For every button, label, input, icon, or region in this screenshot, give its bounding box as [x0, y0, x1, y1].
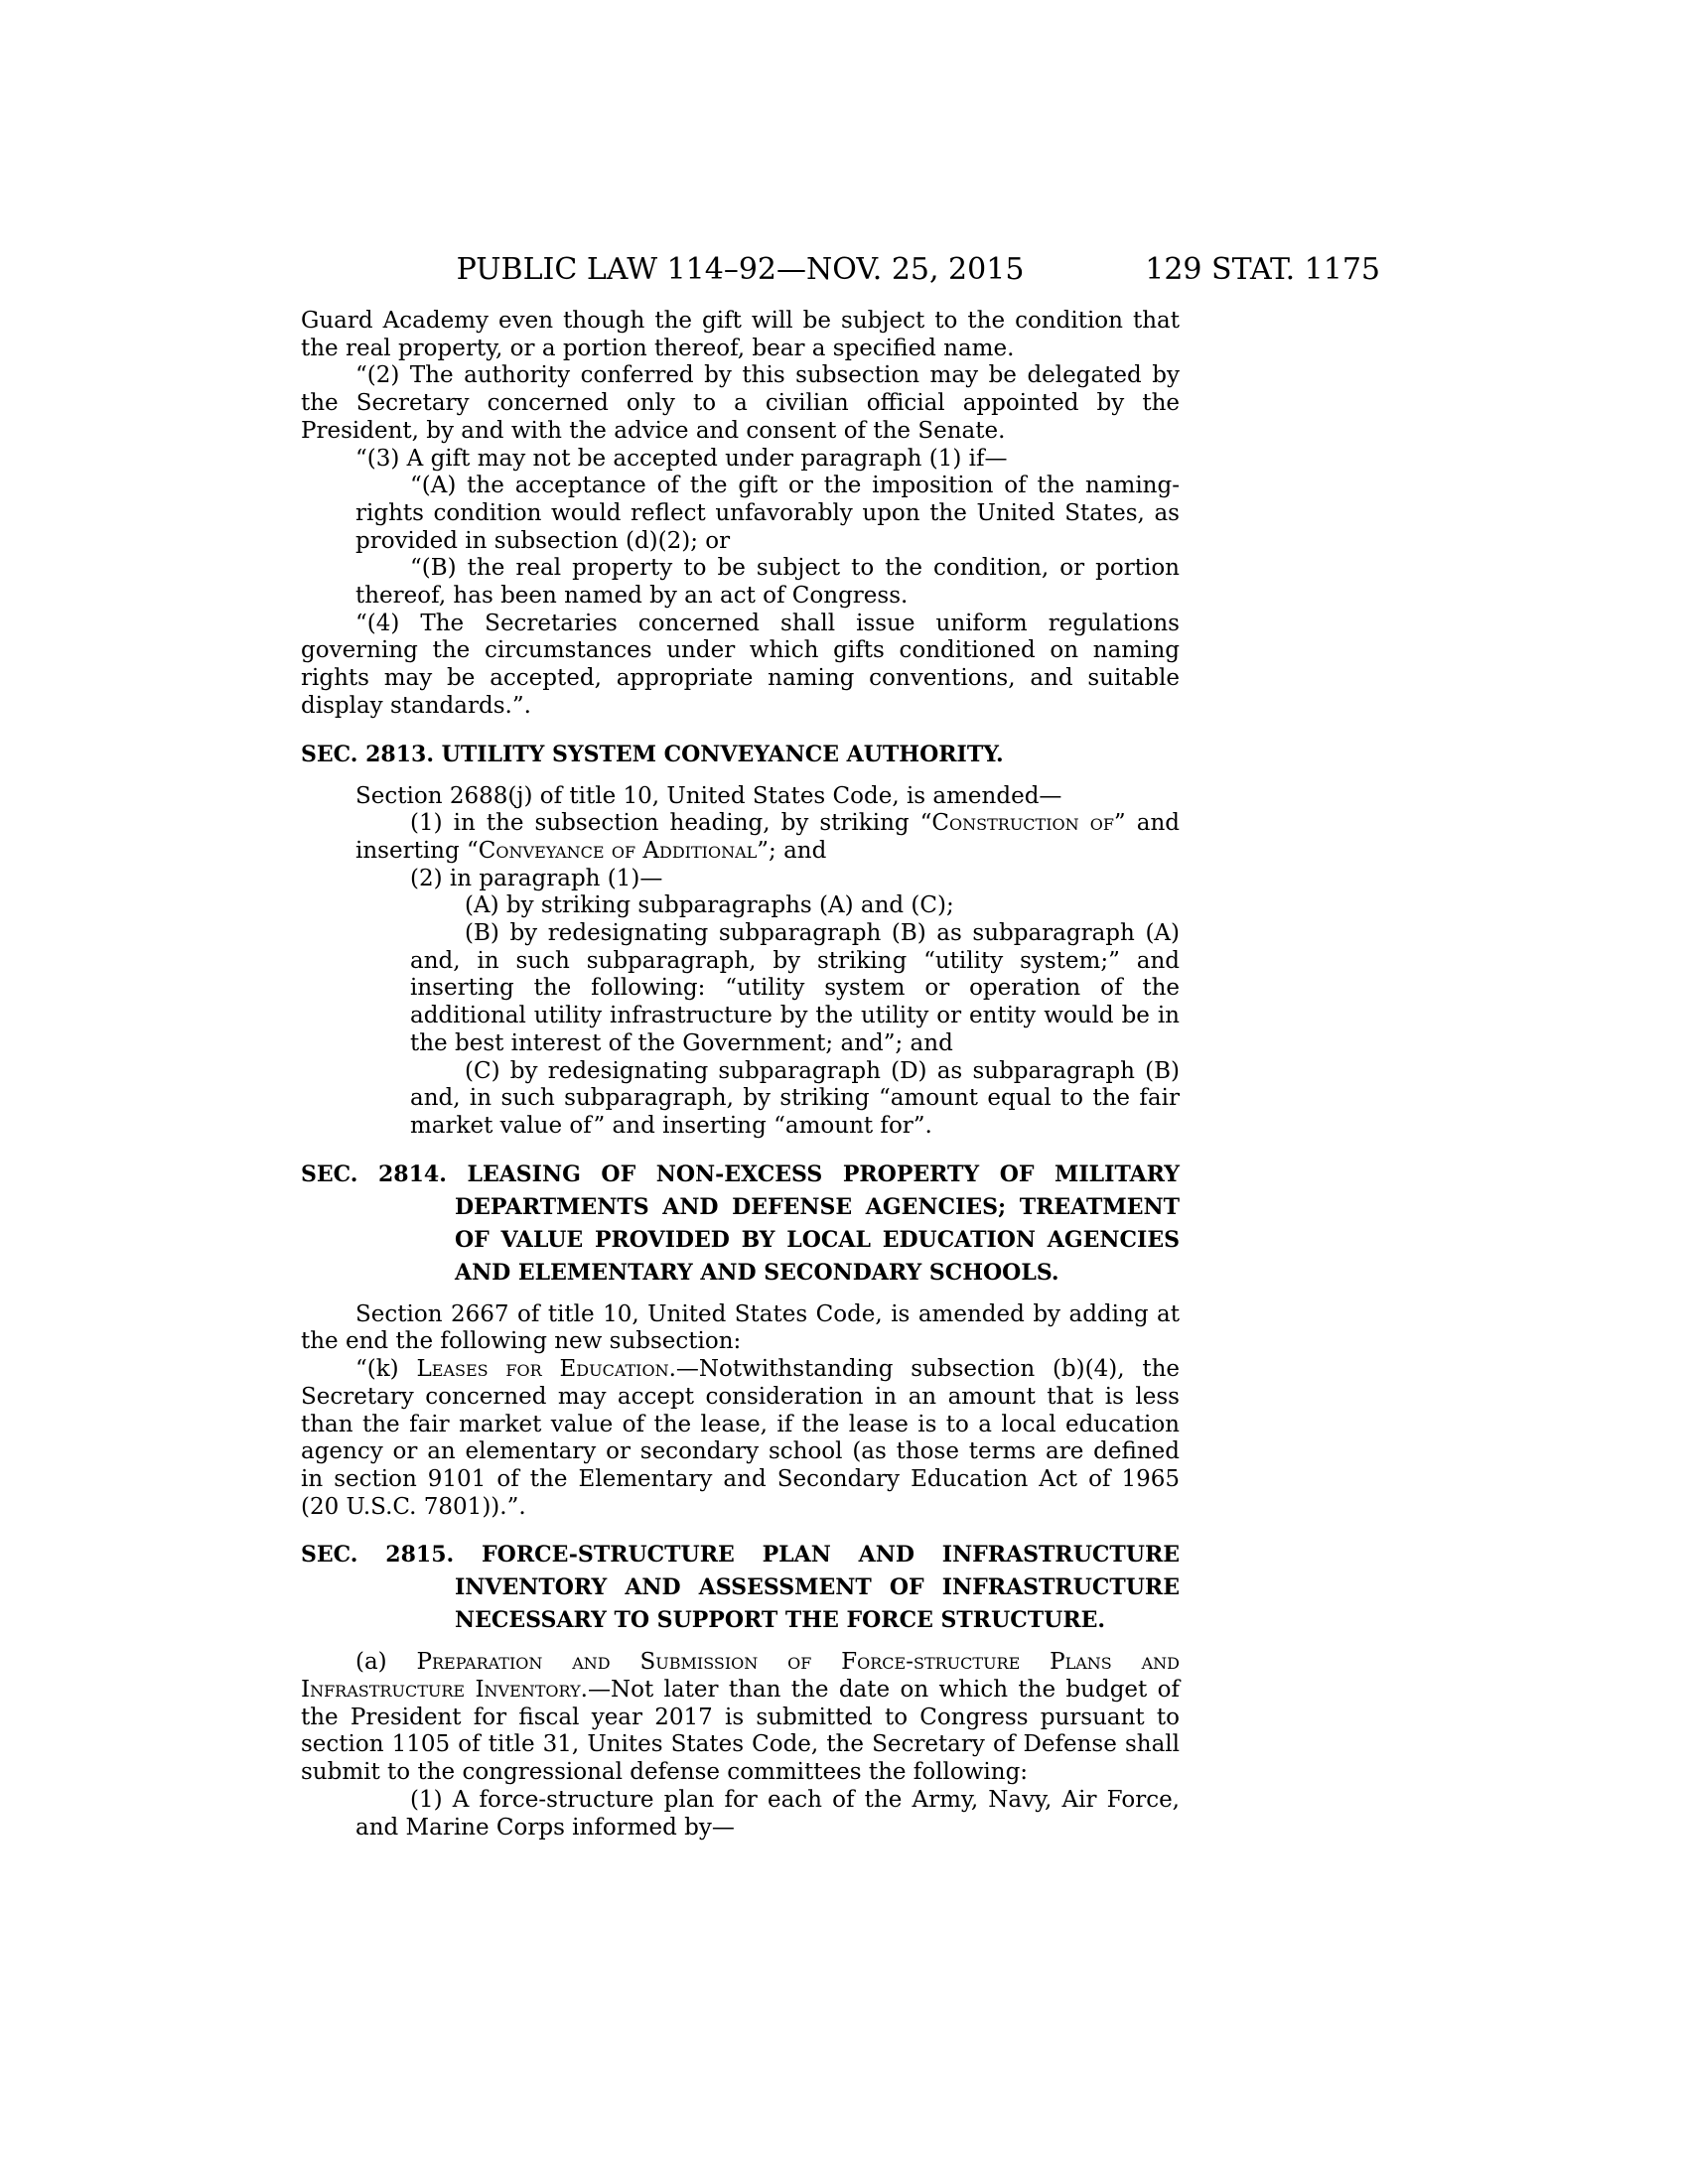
paragraph-text: Section 2688(j) of title 10, United States Code, is amended—: [355, 782, 1062, 809]
section-number: SEC. 2813.: [301, 741, 442, 767]
section-heading: [301, 739, 1180, 771]
paragraph-text: “(k): [355, 1356, 417, 1383]
paragraph: [301, 892, 1180, 920]
stat-page-citation: 129 STAT. 1175: [1145, 252, 1380, 287]
section-heading: [301, 1539, 1180, 1637]
small-caps-term: Construction of: [931, 810, 1114, 837]
section-title: UTILITY SYSTEM CONVEYANCE AUTHORITY.: [441, 741, 1004, 767]
paragraph-text: “(B) the real property to be subject to the condition, or portion thereof, has been named by an act of Congress.: [355, 555, 1180, 610]
paragraph: [301, 446, 1180, 474]
paragraph-text: Section 2667 of title 10, United States Code, is amended by adding at the end the following new subsection:: [301, 1300, 1180, 1355]
running-header: [301, 250, 1380, 290]
paragraph: [301, 1356, 1180, 1521]
paragraph: [301, 1787, 1180, 1842]
paragraph-text: (2) in paragraph (1)—: [410, 865, 663, 891]
paragraph-text: (1) A force-structure plan for each of the Army, Navy, Air Force, and Marine Corps informed by—: [355, 1786, 1180, 1841]
paragraph-text: .—Not later than the date on which the budget of the President for fiscal year 2017 is submitted to Congress pursuant to section 1105 of title 31, Unites States Code, the Secretary of Defense shall submit to the congressional defense committees the following:: [301, 1677, 1180, 1786]
document-body: [301, 308, 1180, 1842]
paragraph-text: Guard Academy even though the gift will be subject to the condition that the real property, or a portion thereof, bear a specified name.: [301, 308, 1180, 361]
section-title: FORCE-STRUCTURE PLAN AND INFRASTRUCTURE INVENTORY AND ASSESSMENT OF INFRASTRUCTURE NECESSARY TO SUPPORT THE FORCE STRUCTURE.: [455, 1542, 1181, 1634]
paragraph: [301, 473, 1180, 555]
paragraph-text: ” and inserting “: [355, 810, 1180, 864]
small-caps-term: Preparation and Submission of Force-structure Plans and Infrastructure Inventory: [301, 1649, 1180, 1704]
section-number: SEC. 2814.: [301, 1160, 468, 1187]
paragraph: [301, 810, 1180, 865]
small-caps-term: Leases for Education: [416, 1356, 669, 1383]
small-caps-term: Conveyance of Additional: [478, 837, 758, 864]
paragraph-text: (A) by striking subparagraphs (A) and (C);: [465, 892, 954, 919]
paragraph: [301, 308, 1180, 362]
paragraph-text: “(2) The authority conferred by this subsection may be delegated by the Secretary concerned only to a civilian official appointed by the President, by and with the advice and consent of the Senate.: [301, 362, 1180, 444]
paragraph: [301, 1058, 1180, 1141]
paragraph-text: (B) by redesignating subparagraph (B) as subparagraph (A) and, in such subparagraph, by striking “utility system;” and inserting the following: “utility system or operation of the additional utility infrastructure by the utility or entity would be in the best interest of the Government; and”; and: [410, 920, 1180, 1056]
paragraph: [301, 1301, 1180, 1356]
paragraph-text: (a): [355, 1649, 417, 1676]
section-title: LEASING OF NON-EXCESS PROPERTY OF MILITARY DEPARTMENTS AND DEFENSE AGENCIES; TREATMENT OF VALUE PROVIDED BY LOCAL EDUCATION AGENCIES AND ELEMENTARY AND SECONDARY SCHOOLS.: [455, 1160, 1180, 1286]
paragraph: [301, 1649, 1180, 1787]
paragraph: [301, 611, 1180, 721]
section-heading: [301, 1159, 1180, 1290]
paragraph: [301, 362, 1180, 445]
paragraph-text: “(4) The Secretaries concerned shall issue uniform regulations governing the circumstances under which gifts conditioned on naming rights may be accepted, appropriate naming conventions, and suitable display standards.”.: [301, 610, 1180, 719]
paragraph-text: “(3) A gift may not be accepted under paragraph (1) if—: [355, 445, 1008, 472]
paragraph: [301, 555, 1180, 610]
paragraph: [301, 920, 1180, 1058]
paragraph-text: “(A) the acceptance of the gift or the imposition of the naming-rights condition would reflect unfavorably upon the United States, as provided in subsection (d)(2); or: [355, 473, 1180, 554]
paragraph: [301, 783, 1180, 811]
paragraph-text: (C) by redesignating subparagraph (D) as subparagraph (B) and, in such subparagraph, by striking “amount equal to the fair market value of” and inserting “amount for”.: [410, 1057, 1180, 1139]
paragraph-text: .—Notwithstanding subsection (b)(4), the Secretary concerned may accept consideration in an amount that is less than the fair market value of the lease, if the lease is to a local education agency or an elementary or secondary school (as those terms are defined in section 9101 of the Elementary and Secondary Education Act of 1965 (20 U.S.C. 7801)).”.: [301, 1356, 1181, 1520]
paragraph-text: (1) in the subsection heading, by striking “: [410, 810, 932, 837]
paragraph-text: ”; and: [757, 837, 827, 864]
law-citation: PUBLIC LAW 114–92—NOV. 25, 2015: [456, 252, 1025, 287]
section-number: SEC. 2815.: [301, 1542, 483, 1569]
paragraph: [301, 866, 1180, 893]
